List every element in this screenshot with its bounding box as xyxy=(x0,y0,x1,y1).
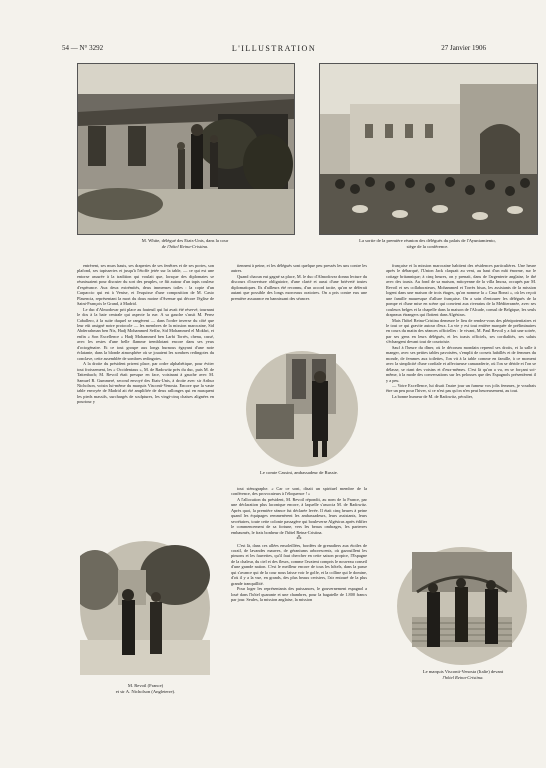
caption-line: et sir A. Nicholson (Angleterre). xyxy=(115,688,176,694)
photo-visconti-venosta xyxy=(397,547,527,665)
paragraph: A la droite du président prirent place, par ordre alphabétique, pour éviter tout froissement, les « Occidentaux », M. de Radowitz près du duc, puis M. de Tattenbach; M. Revoil était presque en face, voisinant à gauche avec M. Samuel R. Gummeré, second envoyé des Etats-Unis, à droite avec sir Arthur Nicholson, voisin lui-même du marquis Visconti-Venosta. Encore que la vaste table envoyée de Madrid ait été amplifiée de deux rallonges qui en masquent les pieds massifs, surchargés de sculptures, les vingt-cinq chaises alignées en pourtour y xyxy=(77,361,214,405)
caption-line: Le comte Cassini, ambassadeur de Russie. xyxy=(260,470,338,475)
caption-line: siège de la conférence. xyxy=(406,243,449,249)
paragraph: Sauf à l'heure du dîner, où le décorum mondain reprend ses droits, et la salle à manger, avec ses petites tables pavoisées, s'emplit de corsets habillés et de femmes du monde, de femmes aux toilettes, l'on vit à la table comme en famille, à ce moment avec la simplicité d'une cordiale et affectueuse camaraderie, où l'on se déride et l'on se délasse, se riant des voisins et d'eux-mêmes. C'est là qu'on a vu, en se forçant soi-même, à la mode des conversations sur les pelouses que des Espagnols présentèrent il y a peu. xyxy=(386,344,536,383)
paragraph: tout sténographe. « Car ce sont, disait un spirituel membre de la conférence, des provocateurs à l'éloquence ! » xyxy=(231,486,367,497)
paragraph: C'est là, dans ces allées ensoleillées, bordées de grenadiers aux étoiles de corail, de lavandes mauves, de géraniums arborescents, où gazouillent les pinsons et les fauvettes, qu'il faut chercher en cette saison propice, l'Espagne de la chaleur, du ciel et des fleurs, comme l'avaient compris le nouveau conseil d'une grande nation. C'est le meilleur encore de tous les hôtels, dans la passe qui s'avance qui de la cour nous laisse voir le golfe, et la colline qui le domine, d'où il y a la vue, en grands, des plus beaux cerisiers, l'air entouré de la plus grande tranquillité. xyxy=(231,542,367,586)
paragraph: tiennent à peine, et les délégués sont quelque peu pressés les uns contre les autres. xyxy=(231,263,367,274)
caption-line: l'hôtel Reina-Cristina. xyxy=(442,674,484,680)
caption-line: M. White, délégué des Etats-Unis, dans la cour xyxy=(141,238,229,243)
paragraph: française et la mission marocaine habitent des résidences particulières. Une heure après le débarqué, l'Union Jack claquait au vent, au haut d'un mât énorme, sur le cottage britannique; à cinq heures, on y prenait, dans de l'argenterie anglaise, le thé avec des toasts. Au fond de sa maison, mitoyenne de la villa Imosa, occupés par M. Revoil et ses collaborateurs, Mohammed et Torrès bisas, les assistants de la mission logent dans une maison de trois étages, qu'on nomme la « Casa Bonzi », où les reçoit une famille mauresque d'allure française. On a soin d'entourer les délégués de la pompe et d'une mise en scène qui convient aux riverains de la Méditerranée, avec ses couleurs belges et la chapelle dans la maison de l'Alcade, consul de Belgique, les seuls drapeaux étrangers qui flottent dans Algésiras. xyxy=(386,263,536,318)
caption-sortie xyxy=(319,238,536,249)
paragraph: Mais l'hôtel Reina-Cristina demeure le lieu de rendez-vous des plénipotentiaires et le tout ce qui gravite autour d'eux. La vie y est tout entière marquée de préliminaires en cours du matin des séances officielles : le vivant, M. Paul Revoil y a fait une soirée, par ses gens en leurs délégués, et les toasts officiels, ses cordialités, ses saluts s'échangent devant tout de courtoisie. xyxy=(386,317,536,345)
caption-line: de l'hôtel Reina-Cristina. xyxy=(161,243,209,249)
paragraph: A l'allocution du président, M. Revoil répondit, au nom de la France, par une déclaration plus laconique encore, à laquelle s'associa M. de Radowitz. Après quoi, la première séance fut déclarée levée. Il était cinq heures à peine quand les équipages remmenèrent les ambassadeurs, leurs assistants, leurs secrétaires, toute cette colonie passagère qui bouleverse Algésiras après édifier le commencement de sa fortune, vers les beaux ombrages, les parterres embaumés, le frais bonheur de l'hôtel Reina-Cristina. xyxy=(231,496,367,535)
caption-line: La sortie de la première réunion des délégués du palais de l'Ayuntamiento, xyxy=(359,238,496,243)
photo-white-courtyard xyxy=(77,63,295,235)
paragraph: — Votre Excellence, lui disait l'autre jour un fumeur vos jolis femmes, je voudrais être un peu pour l'hiver, si ce n'est pas qu'on n'en peut heureusement, au tout. xyxy=(386,382,536,394)
caption-visconti xyxy=(390,669,536,680)
section-separator: ⁂ xyxy=(296,536,302,542)
article-column-3 xyxy=(386,263,536,548)
caption-line: Le marquis Visconti-Venosta (Italie) devant xyxy=(422,669,504,674)
paragraph: entrèrent, ses murs hauts, ses draperies de ses fenêtres et de ses portes, son plafond, ses tapisseries et jusqu'à l'étoffe jetée sur la table, — ce qui est une entorse assurée à la tradition qui voulait que, lorsque des diplomates se réunissaient pour discuter du sort des peuples, ce fût autour d'un tapis couleur d'espérance. Aux deux extrémités, deux immenses toiles : la copie d'un Carpaccio qui est à Venise, et l'esquisse d'une composition de M. Casto Plasencia, représentant la mort du doux moine d'Avenue qui décore l'église de Saint-François le Grand, à Madrid. xyxy=(77,263,214,307)
paragraph: La bonne humeur de M. de Radowitz, péculier, xyxy=(392,393,473,399)
photo-revoil-nicholson xyxy=(80,540,210,675)
caption-revoil xyxy=(77,683,214,694)
paragraph: Le duc d'Almodovar prit place au fauteuil qui lui avait été réservé, tournant le dos à la baie centrale qui aspecte la rue. A sa gauche s'assit M. Perez Caballero, à la suite duquel se rangèrent — dans l'ordre inverse du côté que leur eût assigné notre protocole — les membres de la mission marocaine, Sid Abderrahman ben Nis, Hadj Mohammed Seffar, Sid Mohammed el Mokhri, et enfin « Son Excellence » Hadj Mohammed ben Larbi Torrès, chenu, cassé, avec les restes d'une belle flamme tremblotant encore dans ses yeux d'octogénaire. Et ce tout groupe aux longs burnous égayant d'une note éclatante, dans la blonde atmosphère où se jouaient les sombres redingotes du conclave, cette assemblée de sombres redingotes. xyxy=(77,306,214,361)
article-column-1 xyxy=(77,263,214,533)
photo-comte-cassini xyxy=(246,349,358,467)
page-header xyxy=(62,44,486,56)
magazine-title: L'ILLUSTRATION xyxy=(231,44,317,53)
paragraph: Pour loger les représentants des puissances, le gouvernement espagnol a loué dans l'hôtel quarante et une chambres, pour la bagatelle de 1.800 francs par jour. Seules, la mission anglaise, la mission xyxy=(231,586,367,603)
photo-sortie-ayuntamiento xyxy=(319,63,538,235)
caption-line: M. Revoil (France) xyxy=(127,683,164,688)
article-column-2-top xyxy=(231,263,367,347)
article-column-2-bottom xyxy=(231,486,367,726)
caption-white xyxy=(77,238,293,249)
issue-date: 27 Janvier 1906 xyxy=(441,44,486,52)
caption-cassini xyxy=(231,470,367,476)
paragraph: Quand chacun eut gagné sa place, M. le duc d'Almodovar donna lecture du discours d'ouverture obligatoire, d'une clarté et aussi d'une brièveté toutes diplomatiques. Ils d'ailleurs été reconnu, d'un accord tacite, qu'on se déferait autant que possible des longs morceaux oratoires. On a pris contre eux une première assurance en bannissant des séances xyxy=(231,273,367,301)
page-number: 54 — N° 3292 xyxy=(62,44,104,52)
